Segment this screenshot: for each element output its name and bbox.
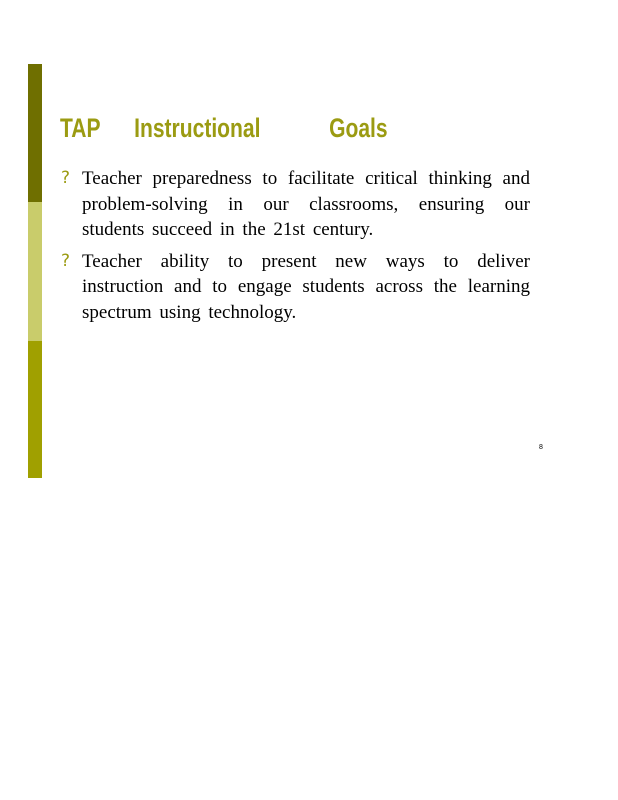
accent-bar-bottom [28, 341, 42, 478]
title-word-tap: TAP [60, 113, 101, 143]
page-number: 8 [539, 444, 543, 451]
accent-bar-top [28, 64, 42, 202]
bullet-item [60, 166, 530, 243]
bullet-item [60, 249, 530, 326]
accent-bar-middle [28, 202, 42, 341]
bullet-list [60, 166, 530, 331]
bullet-text: Teacher ability to present new ways to deliver instruction and to engage students across the learning spectrum using technology. [82, 250, 530, 323]
bullet-marker-icon: ? [61, 250, 71, 271]
slide-title [60, 108, 388, 148]
bullet-text: Teacher preparedness to facilitate critical thinking and problem-solving in our classrooms, ensuring our students succeed in the 21st century. [82, 168, 530, 240]
bullet-marker-icon: ? [61, 168, 71, 188]
title-word-goals: Goals [329, 113, 388, 143]
title-word-instructional: Instructional [134, 113, 261, 143]
